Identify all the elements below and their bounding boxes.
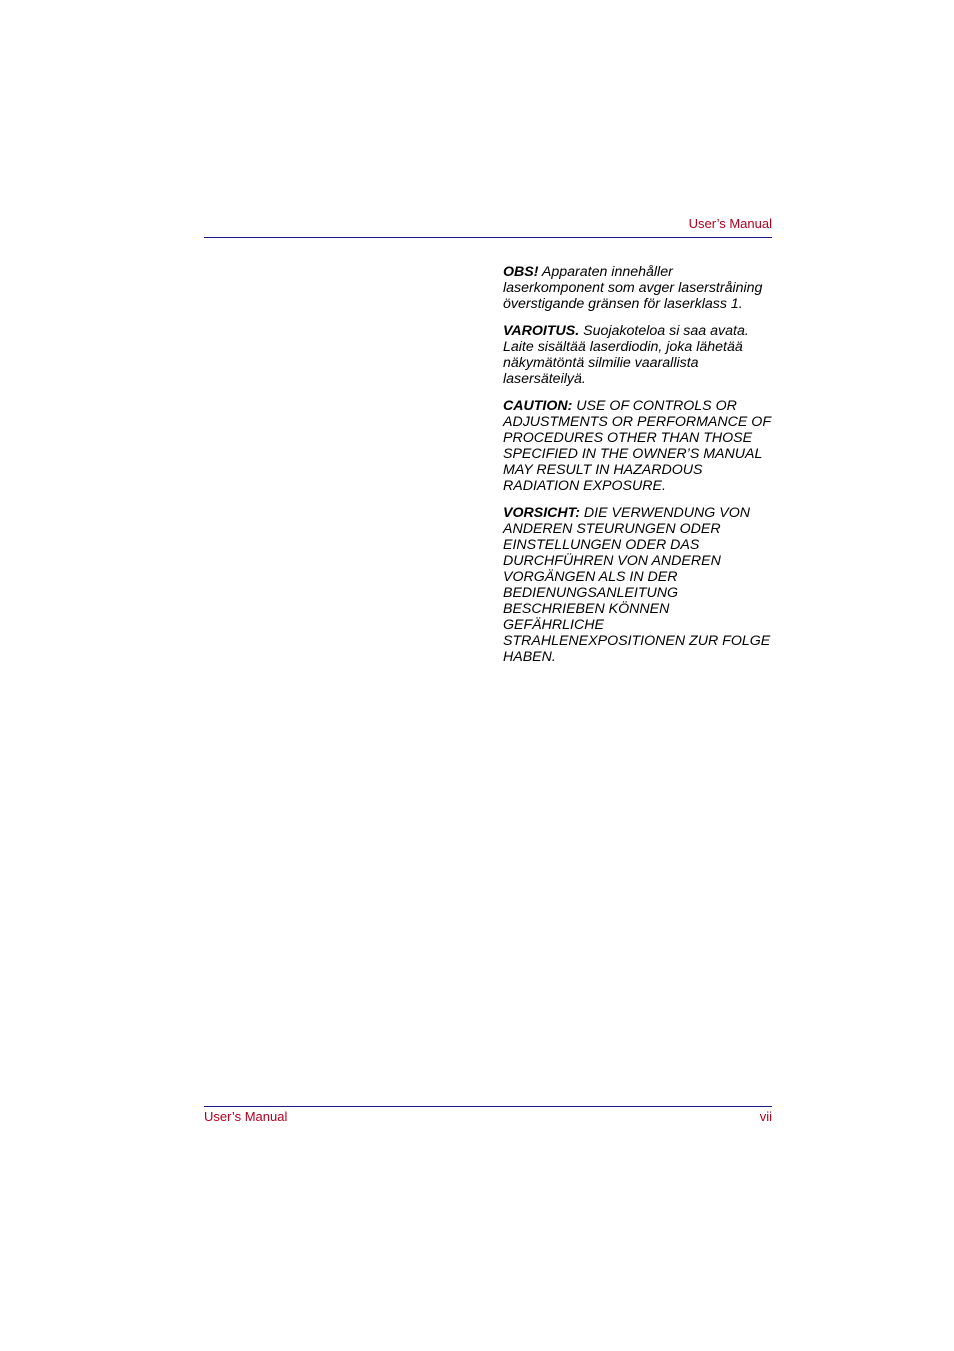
note-english bbox=[503, 398, 771, 494]
laser-warning-notes bbox=[503, 264, 771, 676]
note-text: DIE VERWENDUNG VON ANDEREN STEURUNGEN ODER EINSTELLUNGEN ODER DAS DURCHFÜHREN VON ANDEREN VORGÄNGEN ALS IN DER BEDIENUNGSANLEITUNG BESCHRIEBEN KÖNNEN GEFÄHRLICHE STRAHLENEXPOSITIONEN ZUR FOLGE HABEN. bbox=[503, 505, 771, 665]
note-swedish bbox=[503, 264, 771, 312]
header-rule bbox=[204, 237, 772, 238]
running-footer: User’s Manual bbox=[204, 1109, 288, 1124]
note-text: USE OF CONTROLS OR ADJUSTMENTS OR PERFORMANCE OF PROCEDURES OTHER THAN THOSE SPECIFIED IN THE OWNER’S MANUAL MAY RESULT IN HAZARDOUS RADIATION EXPOSURE. bbox=[503, 398, 771, 494]
page-number: vii bbox=[759, 1109, 772, 1124]
note-lead: CAUTION: bbox=[503, 398, 573, 414]
footer-rule bbox=[204, 1106, 772, 1107]
note-text: Apparaten innehåller laserkomponent som avger laserstråining överstigande gränsen för laserklass 1. bbox=[503, 264, 763, 312]
note-lead: OBS! bbox=[503, 264, 539, 280]
note-german bbox=[503, 505, 771, 665]
note-text: Suojakoteloa si saa avata. Laite sisältää laserdiodin, joka lähetää näkymätöntä silmilie vaarallista lasersäteilyä. bbox=[503, 323, 749, 387]
note-finnish bbox=[503, 323, 771, 387]
note-lead: VORSICHT: bbox=[503, 505, 580, 521]
note-lead: VAROITUS. bbox=[503, 323, 580, 339]
running-header: User’s Manual bbox=[688, 216, 772, 231]
